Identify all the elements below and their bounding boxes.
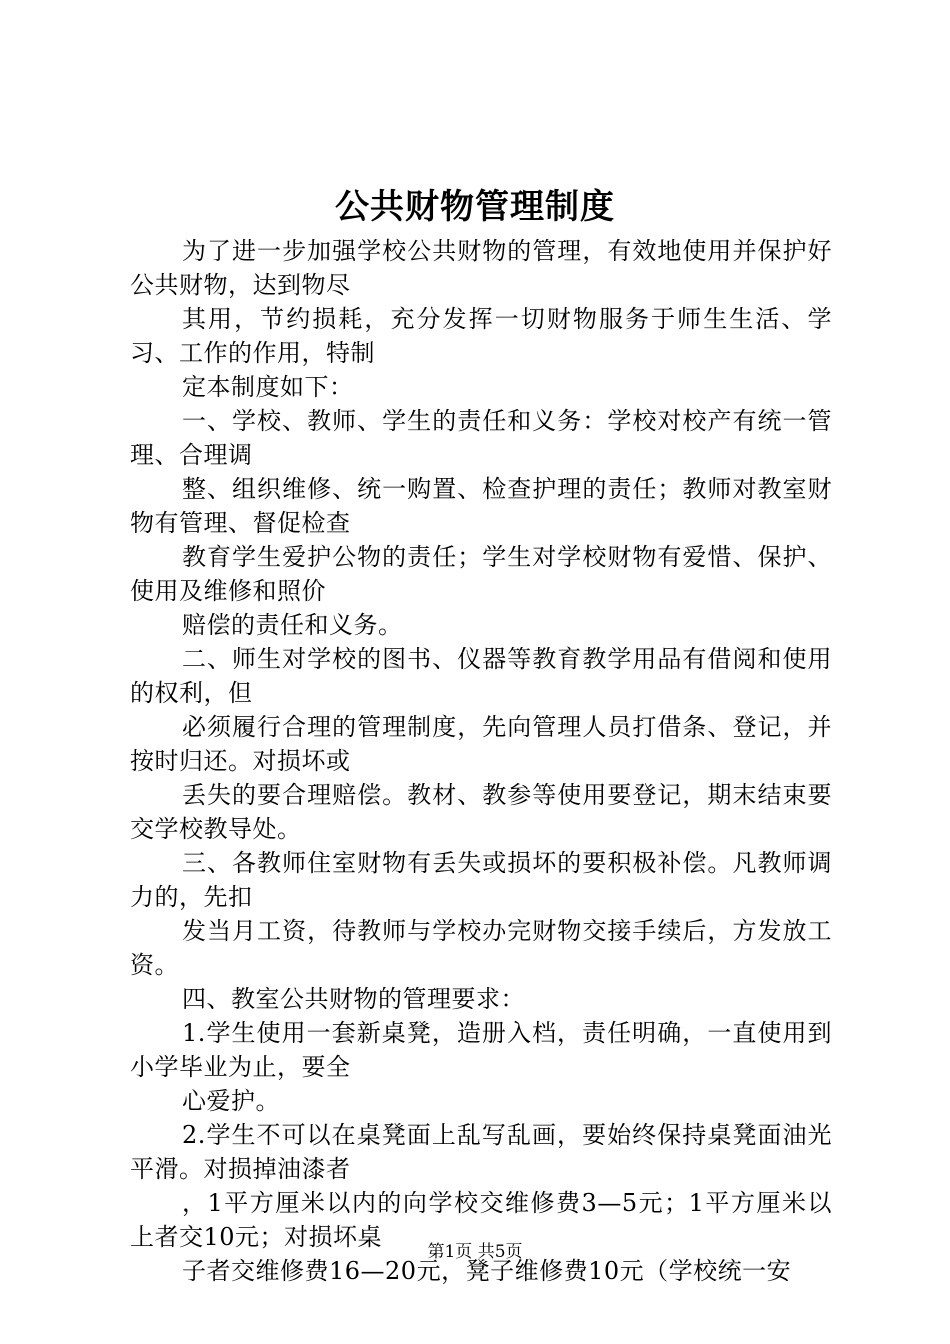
paragraph: 1.学生使用一套新桌凳，造册入档，责任明确，一直使用到小学毕业为止，要全	[130, 1019, 832, 1081]
paragraph: 丢失的要合理赔偿。教材、教参等使用要登记，期末结束要交学校教导处。	[130, 781, 832, 843]
paragraph: 教育学生爱护公物的责任；学生对学校财物有爱惜、保护、使用及维修和照价	[130, 543, 832, 605]
paragraph: 发当月工资，待教师与学校办完财物交接手续后，方发放工资。	[130, 917, 832, 979]
paragraph: 为了进一步加强学校公共财物的管理，有效地使用并保护好公共财物，达到物尽	[130, 237, 832, 299]
paragraph: 整、组织维修、统一购置、检查护理的责任；教师对教室财物有管理、督促检查	[130, 475, 832, 537]
paragraph: 一、学校、教师、学生的责任和义务：学校对校产有统一管理、合理调	[130, 407, 832, 469]
paragraph: 其用，节约损耗，充分发挥一切财物服务于师生生活、学习、工作的作用，特制	[130, 305, 832, 367]
paragraph: 心爱护。	[182, 1087, 280, 1115]
paragraph: 赔偿的责任和义务。	[182, 611, 403, 639]
paragraph: 2.学生不可以在桌凳面上乱写乱画，要始终保持桌凳面油光平滑。对损掉油漆者	[130, 1121, 832, 1183]
document-body	[130, 234, 832, 1288]
paragraph: 必须履行合理的管理制度，先向管理人员打借条、登记，并按时归还。对损坏或	[130, 713, 832, 775]
paragraph: 三、各教师住室财物有丢失或损坏的要积极补偿。凡教师调力的，先扣	[130, 849, 832, 911]
paragraph: 子者交维修费16—20元，凳子维修费10元（学校统一安	[182, 1257, 792, 1285]
paragraph: 定本制度如下：	[182, 373, 354, 401]
document-title: 公共财物管理制度	[335, 187, 615, 227]
paragraph: ，1平方厘米以内的向学校交维修费3—5元；1平方厘米以上者交10元；对损坏桌	[130, 1189, 832, 1251]
paragraph: 四、教室公共财物的管理要求：	[182, 985, 525, 1013]
paragraph: 二、师生对学校的图书、仪器等教育教学用品有借阅和使用的权利，但	[130, 645, 832, 707]
page-number: 第1页 共5页	[427, 1242, 523, 1262]
